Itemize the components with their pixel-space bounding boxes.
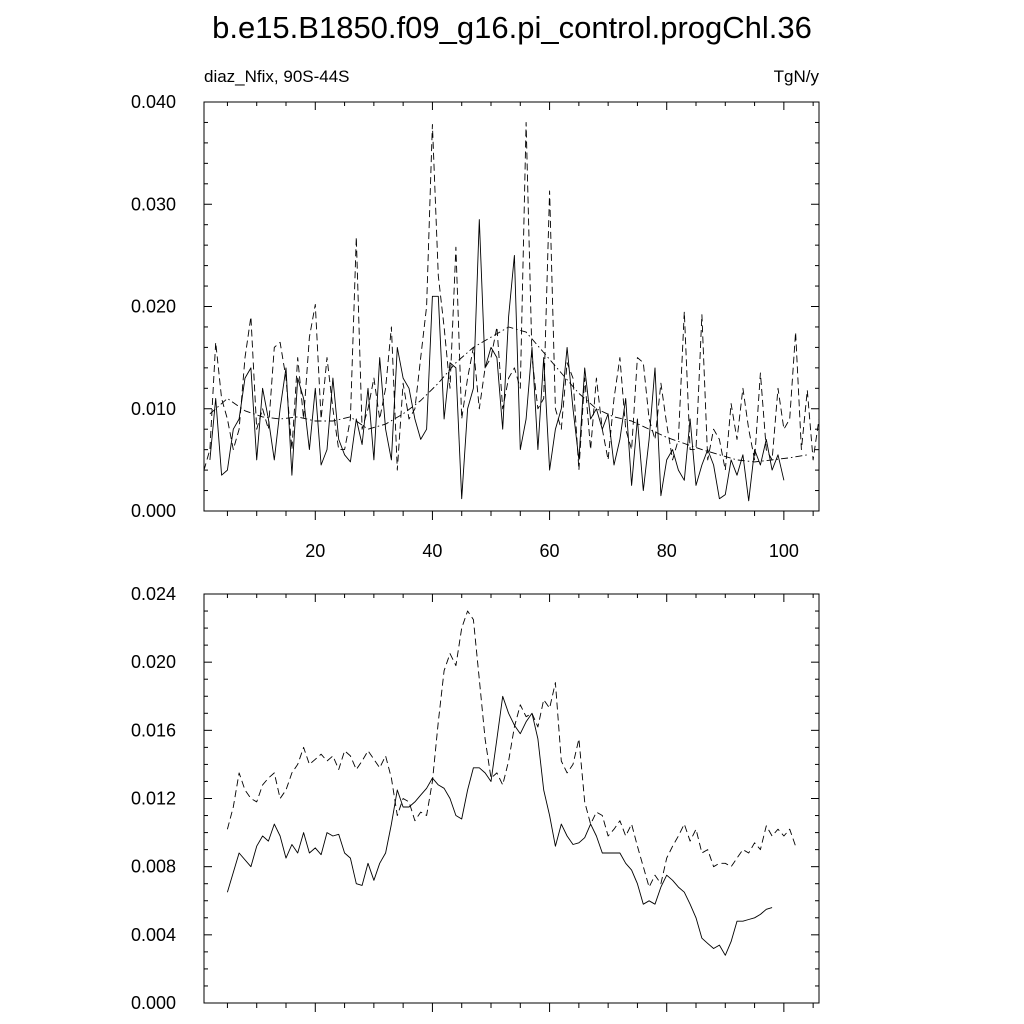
y-tick-label: 0.000 (130, 993, 176, 1013)
y-tick-label: 0.004 (130, 924, 176, 945)
series-line-dashdot (210, 327, 807, 462)
top-panel (131, 92, 819, 561)
y-tick-label: 0.008 (130, 856, 176, 877)
x-tick-label: 40 (422, 541, 443, 561)
series-line-dashed (227, 611, 795, 887)
y-tick-label: 0.020 (130, 296, 176, 317)
y-tick-label: 0.012 (130, 788, 176, 809)
bottom-panel (131, 584, 819, 1013)
y-tick-label: 0.030 (130, 194, 176, 215)
plot-frame (204, 594, 819, 1003)
y-tick-label: 0.020 (130, 652, 176, 673)
panel-left-label: diaz_Nfix, 90S-44S (204, 67, 350, 86)
y-tick-label: 0.024 (130, 584, 176, 604)
y-tick-label: 0.016 (130, 720, 176, 741)
y-tick-label: 0.010 (130, 398, 176, 419)
series-line-dashed (204, 123, 819, 471)
y-tick-label: 0.040 (130, 92, 176, 112)
series-line-solid (210, 220, 784, 501)
figure-title: b.e15.B1850.f09_g16.pi_control.progChl.36 (212, 10, 812, 45)
plot-frame (204, 102, 819, 511)
x-tick-label: 60 (539, 541, 560, 561)
y-tick-label: 0.000 (130, 501, 176, 521)
x-tick-label: 80 (656, 541, 677, 561)
series-line-solid (227, 696, 772, 955)
x-tick-label: 20 (305, 541, 326, 561)
panel-units-label: TgN/y (773, 67, 819, 86)
x-tick-label: 100 (768, 541, 799, 561)
